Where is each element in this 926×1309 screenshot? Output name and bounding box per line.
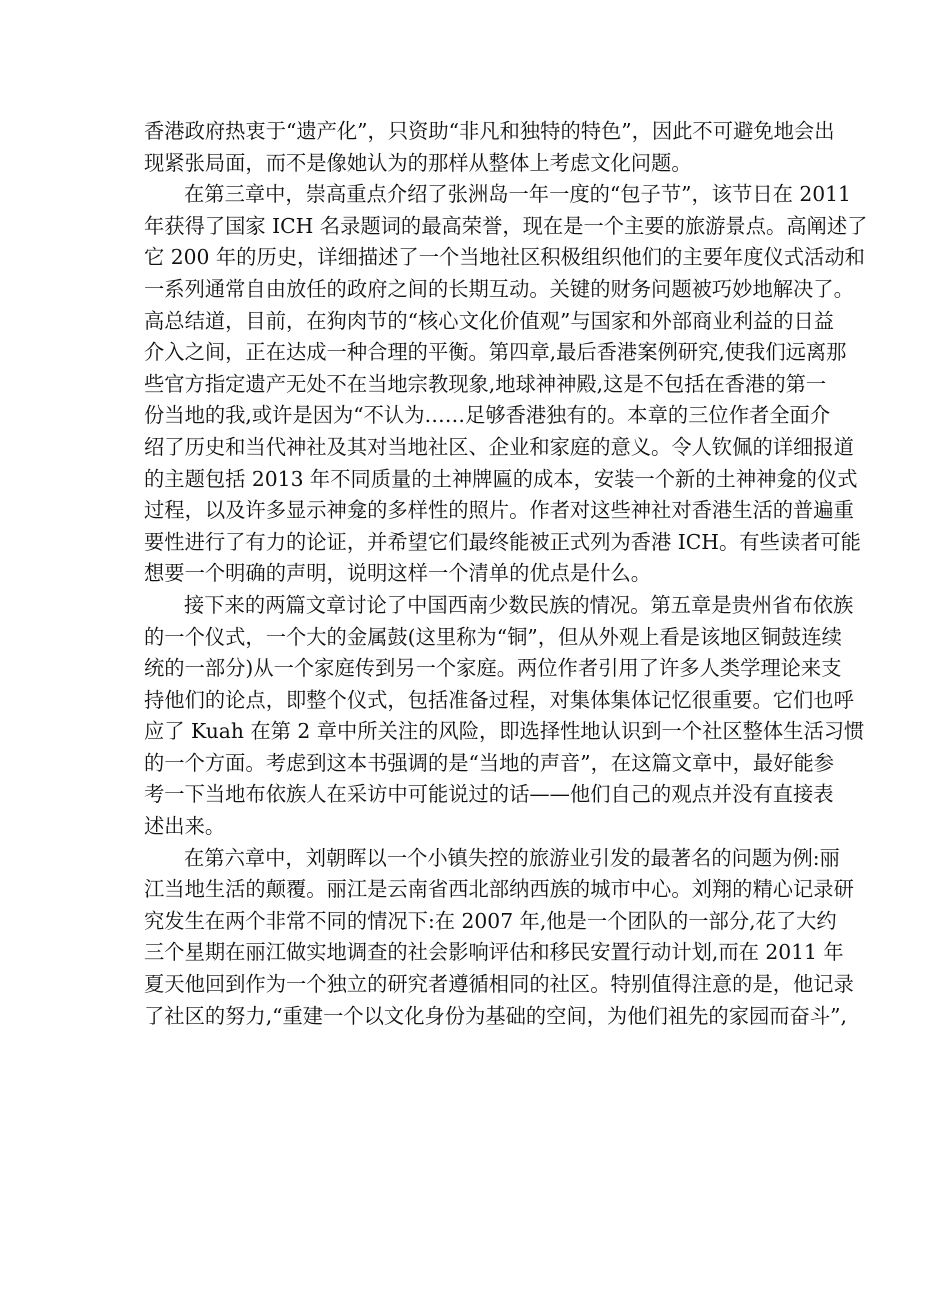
text-line: 高总结道，目前，在狗肉节的“核心文化价值观”与国家和外部商业利益的日益: [144, 308, 835, 333]
text-line: 在第六章中，刘朝晖以一个小镇失控的旅游业引发的最著名的问题为例:丽: [184, 845, 840, 870]
text-line: 要性进行了有力的论证，并希望它们最终能被正式列为香港 ICH。有些读者可能: [144, 529, 861, 554]
text-line: 些官方指定遗产无处不在当地宗教现象,地球神神殿,这是不包括在香港的第一: [144, 371, 827, 396]
text-line: 想要一个明确的声明，说明这样一个清单的优点是什么。: [144, 561, 652, 586]
text-line: 了社区的努力,“重建一个以文化身份为基础的空间，为他们祖先的家园而奋斗”,: [144, 1003, 847, 1028]
text-line: 现紧张局面，而不是像她认为的那样从整体上考虑文化问题。: [144, 150, 692, 175]
text-line: 应了 Kuah 在第 2 章中所关注的风险，即选择性地认识到一个社区整体生活习惯: [144, 719, 865, 744]
text-line: 统的一部分)从一个家庭传到另一个家庭。两位作者引用了许多人类学理论来支: [144, 656, 842, 681]
paragraph: [144, 116, 835, 179]
text-line: 的一个方面。考虑到这本书强调的是“当地的声音”，在这篇文章中，最好能参: [144, 750, 835, 775]
paragraph: [144, 843, 854, 1033]
text-line: 年获得了国家 ICH 名录题词的最高荣誉，现在是一个主要的旅游景点。高阐述了: [144, 213, 868, 238]
text-line: 究发生在两个非常不同的情况下:在 2007 年,他是一个团队的一部分,花了大约: [144, 908, 837, 933]
text-line: 考一下当地布依族人在采访中可能说过的话——他们自己的观点并没有直接表: [144, 782, 834, 807]
body-text: [144, 116, 868, 1032]
text-line: 份当地的我,或许是因为“不认为……足够香港独有的。本章的三位作者全面介: [144, 403, 831, 428]
text-line: 一系列通常自由放任的政府之间的长期互动。关键的财务问题被巧妙地解决了。: [144, 276, 854, 301]
text-line: 三个星期在丽江做实地调查的社会影响评估和移民安置行动计划,而在 2011 年: [144, 940, 844, 965]
text-line: 在第三章中，崇高重点介绍了张洲岛一年一度的“包子节”，该节日在 2011: [184, 182, 851, 207]
text-line: 绍了历史和当代神社及其对当地社区、企业和家庭的意义。令人钦佩的详细报道: [144, 434, 854, 459]
text-line: 香港政府热衷于“遗产化”，只资助“非凡和独特的特色”，因此不可避免地会出: [144, 119, 835, 143]
text-line: 持他们的论点，即整个仪式，包括准备过程，对集体集体记忆很重要。它们也呼: [144, 687, 854, 712]
text-line: 它 200 年的历史，详细描述了一个当地社区积极组织他们的主要年度仪式活动和: [144, 245, 865, 270]
text-line: 的一个仪式，一个大的金属鼓(这里称为“铜”，但从外观上看是该地区铜鼓连续: [144, 624, 842, 649]
text-line: 述出来。: [144, 814, 226, 839]
text-line: 过程，以及许多显示神龛的多样性的照片。作者对这些神社对香港生活的普遍重: [144, 498, 854, 523]
text-line: 夏天他回到作为一个独立的研究者遵循相同的社区。特别值得注意的是，他记录: [144, 972, 854, 997]
text-line: 接下来的两篇文章讨论了中国西南少数民族的情况。第五章是贵州省布依族: [184, 592, 854, 617]
text-line: 江当地生活的颠覆。丽江是云南省西北部纳西族的城市中心。刘翔的精心记录研: [144, 877, 854, 902]
paragraph: [144, 179, 868, 590]
paragraph: [144, 590, 865, 843]
text-line: 介入之间，正在达成一种合理的平衡。第四章,最后香港案例研究,使我们远离那: [144, 340, 847, 365]
text-line: 的主题包括 2013 年不同质量的土神牌匾的成本，安装一个新的土神神龛的仪式: [144, 466, 858, 491]
